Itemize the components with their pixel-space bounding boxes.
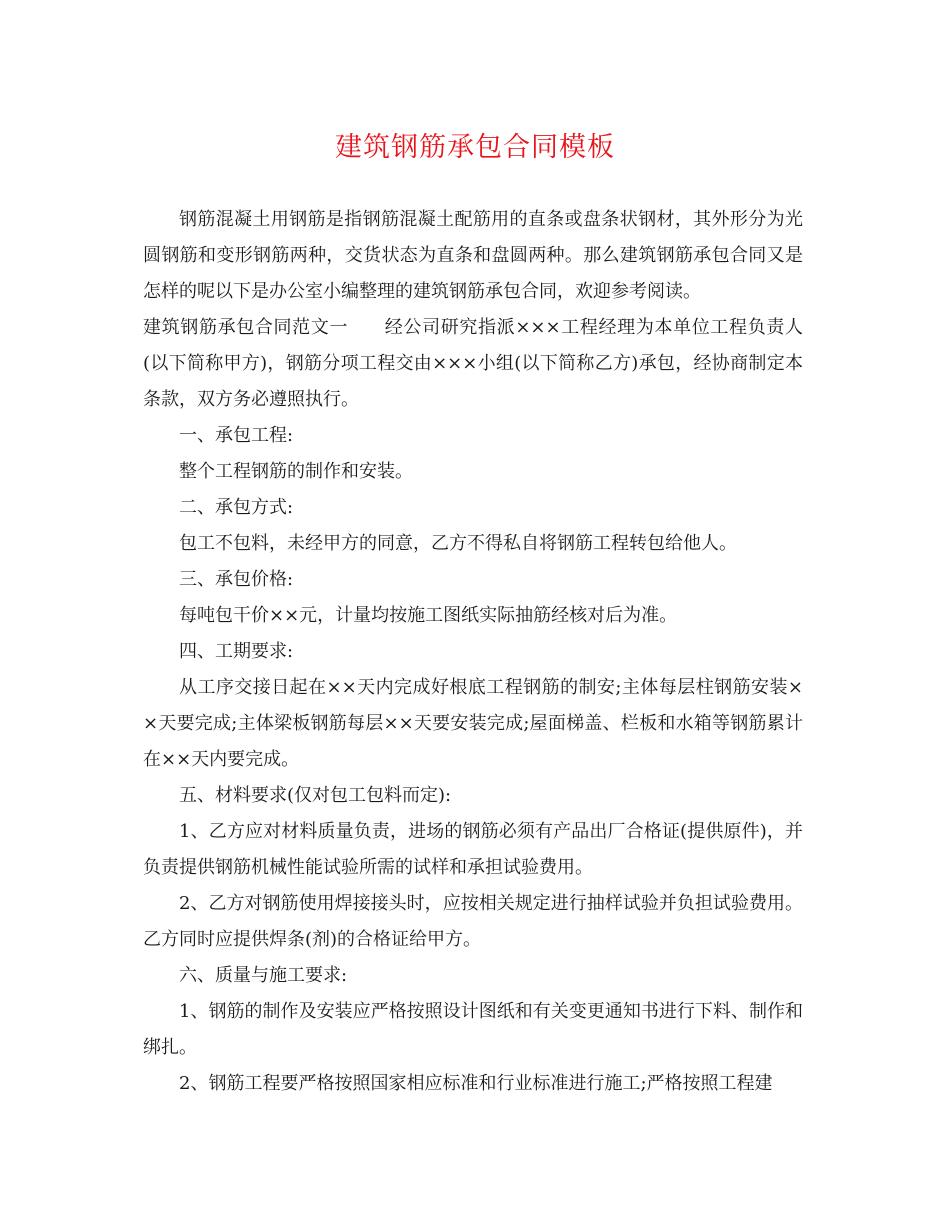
section-5-item-2: 2、乙方对钢筋使用焊接接头时，应按相关规定进行抽样试验并负担试验费用。乙方同时应提供焊条(剂)的合格证给甲方。 — [143, 893, 803, 950]
section-6-heading: 六、质量与施工要求: — [179, 965, 348, 986]
section-4-text: 从工序交接日起在××天内完成好根底工程钢筋的制安;主体每层柱钢筋安装××天要完成;主体梁板钢筋每层××天要安装完成;屋面梯盖、栏板和水箱等钢筋累计在××天内要完成。 — [143, 677, 803, 770]
section-1-heading: 一、承包工程: — [179, 425, 294, 446]
section-2-text: 包工不包料，未经甲方的同意，乙方不得私自将钢筋工程转包给他人。 — [179, 533, 737, 554]
section-5-item-1: 1、乙方应对材料质量负责，进场的钢筋必须有产品出厂合格证(提供原件)，并负责提供钢筋机械性能试验所需的试样和承担试验费用。 — [143, 821, 803, 878]
section-3-heading: 三、承包价格: — [179, 569, 294, 590]
section-1-text: 整个工程钢筋的制作和安装。 — [179, 461, 413, 482]
sample-paragraph — [143, 310, 803, 418]
sample-text: 经公司研究指派×××工程经理为本单位工程负责人(以下简称甲方)，钢筋分项工程交由×××小组(以下简称乙方)承包，经协商制定本条款，双方务必遵照执行。 — [143, 317, 804, 410]
section-3-text: 每吨包干价××元，计量均按施工图纸实际抽筋经核对后为准。 — [179, 605, 678, 626]
section-6-item-2: 2、钢筋工程要严格按照国家相应标准和行业标准进行施工;严格按照工程建 — [179, 1073, 773, 1094]
section-2-heading: 二、承包方式: — [179, 497, 294, 518]
document-title: 建筑钢筋承包合同模板 — [335, 132, 615, 163]
intro-paragraph: 钢筋混凝土用钢筋是指钢筋混凝土配筋用的直条或盘条状钢材，其外形分为光圆钢筋和变形钢筋两种，交货状态为直条和盘圆两种。那么建筑钢筋承包合同又是怎样的呢以下是办公室小编整理的建筑钢筋承包合同，欢迎参考阅读。 — [143, 209, 803, 302]
document-body — [143, 202, 803, 1102]
sample-label: 建筑钢筋承包合同范文一 — [143, 317, 349, 338]
section-5-heading: 五、材料要求(仅对包工包料而定): — [179, 785, 452, 806]
section-6-item-1: 1、钢筋的制作及安装应严格按照设计图纸和有关变更通知书进行下料、制作和绑扎。 — [143, 1001, 803, 1058]
section-4-heading: 四、工期要求: — [179, 641, 294, 662]
